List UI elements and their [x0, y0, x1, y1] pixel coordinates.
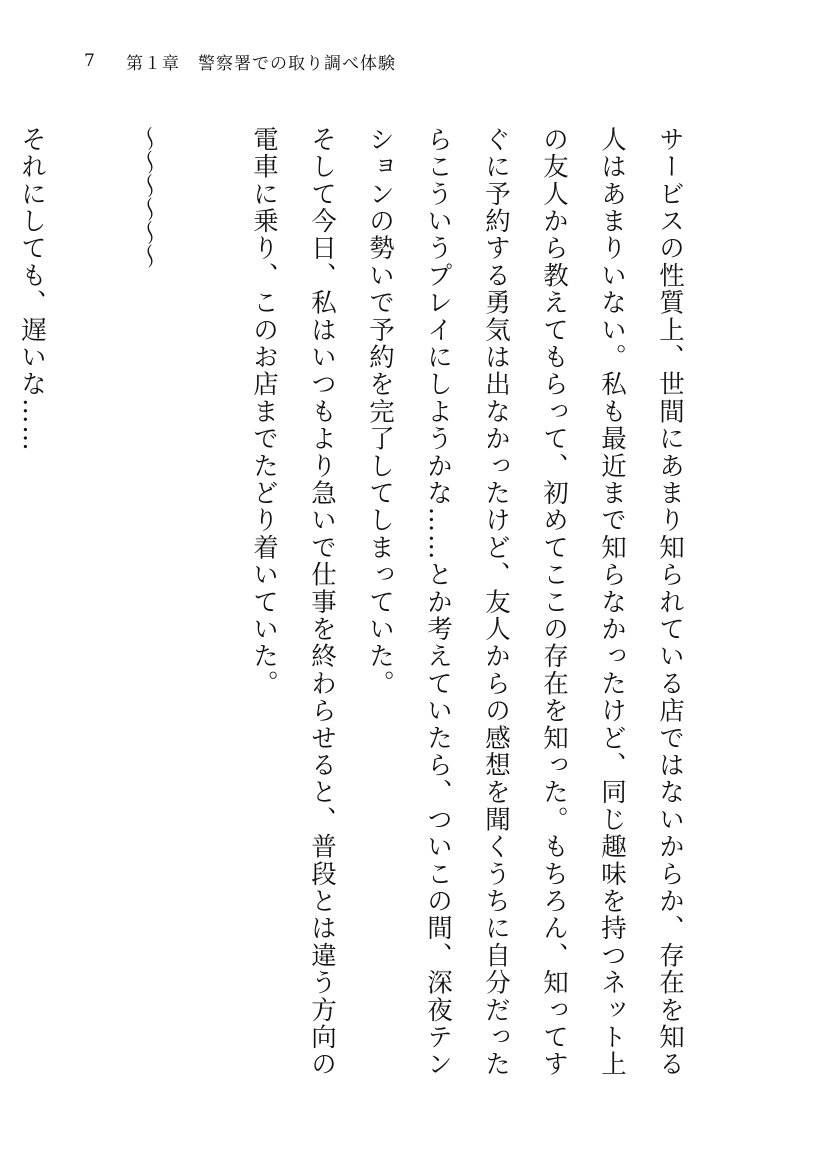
- paragraph-3: それにしても、遅いな……: [17, 126, 47, 453]
- paragraph-2: そして今日、私はいつもより急いで仕事を終わらせると、普段とは違う方向の電車に乗り、このお店までたどり着いていた。: [249, 126, 337, 1079]
- page-number: 7: [84, 51, 95, 71]
- vertical-body-text: [0, 126, 699, 1096]
- chapter-title: 第１章 警察署での取り調べ体験: [126, 53, 396, 74]
- blank-line: [61, 126, 119, 1096]
- scene-break: 〜〜〜〜〜〜: [133, 126, 163, 267]
- blank-line: [177, 126, 235, 1096]
- paragraph-1: サービスの性質上、世間にあまり知られている店ではないからか、存在を知る人はあまりいない。私も最近まで知らなかったけど、同じ趣味を持つネット上の友人から教えてもらって、初めてここの存在を知った。もちろん、知ってすぐに予約する勇気は出なかったけど、友人からの感想を聞くうちに自分だったらこういうプレイにしようかな……とか考えていたら、ついこの間、深夜テンションの勢いで予約を完了してしまっていた。: [365, 126, 685, 1078]
- running-header: [84, 48, 396, 74]
- paragraph-4: [0, 126, 3, 1096]
